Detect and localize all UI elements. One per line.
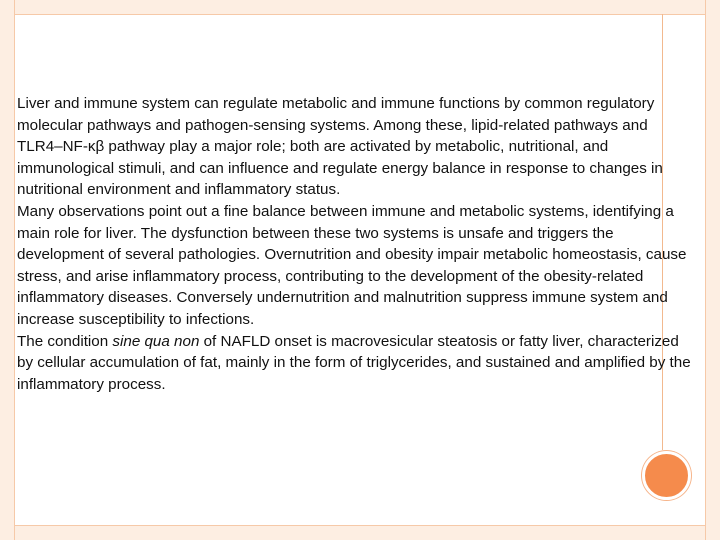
body-paragraph-3 xyxy=(17,331,697,396)
slide-body xyxy=(17,93,697,395)
slide-border-top xyxy=(0,0,720,15)
paragraph-3-suffix: of NAFLD onset is macrovesicular steatosis or fatty liver, characterized by cellular accumulation of fat, mainly in the form of triglycerides, and sustained and amplified by the inflammatory process. xyxy=(17,332,691,393)
paragraph-3-italic-phrase: sine qua non xyxy=(112,332,200,350)
slide-border-bottom xyxy=(0,525,720,540)
slide-border-right xyxy=(705,0,720,540)
decorative-circle-icon xyxy=(642,451,691,500)
body-paragraph-2: Many observations point out a fine balance between immune and metabolic systems, identifying a main role for liver. The dysfunction between these two systems is unsafe and triggers the development of several pathologies. Overnutrition and obesity impair metabolic homeostasis, cause stress, and arise inflammatory process, contributing to the development of the obesity-related inflammatory diseases. Conversely undernutrition and malnutrition suppress immune system and increase susceptibility to infections. xyxy=(17,202,687,328)
slide-border-left xyxy=(0,0,15,540)
paragraph-3-prefix: The condition xyxy=(17,332,113,350)
body-paragraph-1: Liver and immune system can regulate metabolic and immune functions by common regulatory molecular pathways and pathogen-sensing systems. Among these, lipid-related pathways and TLR4–NF-κβ pathway play a major role; both are activated by metabolic, nutritional, and immunological stimuli, and can influence and regulate energy balance in response to changes in nutritional environment and inflammatory status. xyxy=(17,95,663,199)
